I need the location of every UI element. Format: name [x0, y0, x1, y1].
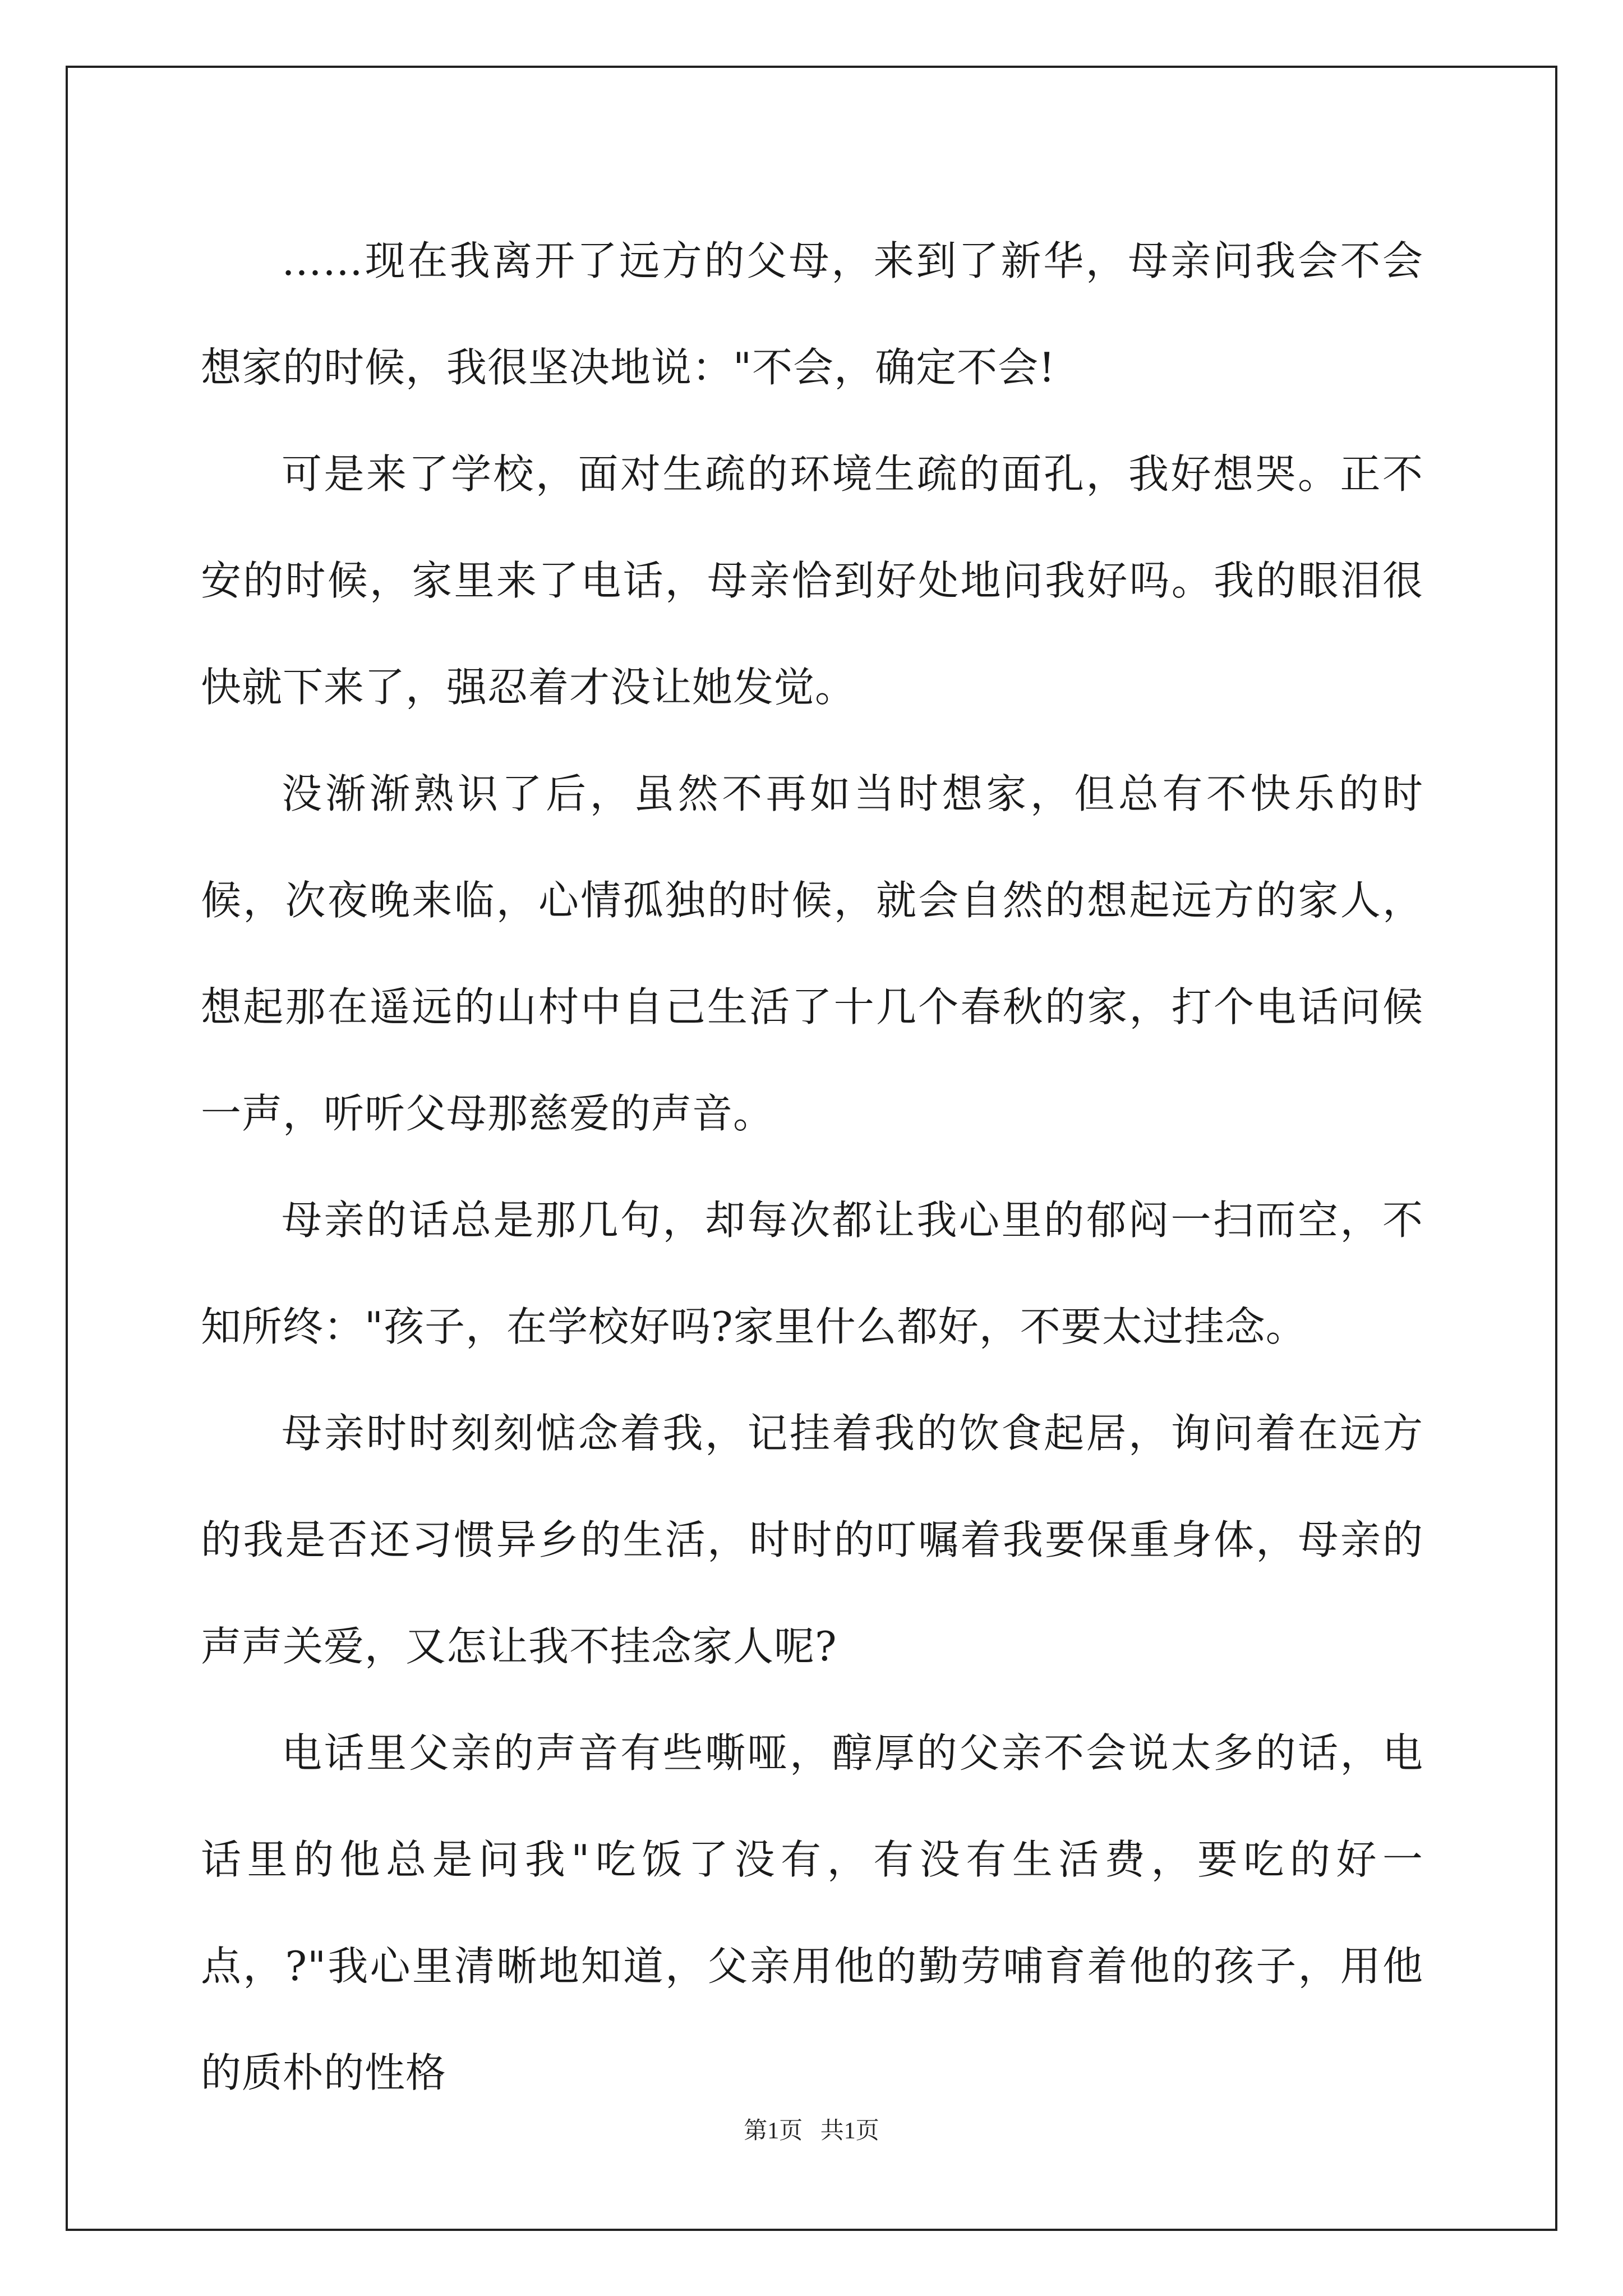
- paragraph: 没渐渐熟识了后，虽然不再如当时想家，但总有不快乐的时候，次夜晚来临，心情孤独的时候，就会自然的想起远方的家人，想起那在遥远的山村中自己生活了十几个春秋的家，打个电话问候一声，听听父母那慈爱的声音。: [201, 770, 1423, 1137]
- page-number-footer: 第1页 共1页: [744, 2118, 879, 2144]
- document-body: [201, 208, 1423, 2126]
- paragraph: 电话里父亲的声音有些嘶哑，醇厚的父亲不会说太多的话，电话里的他总是问我"吃饭了没有，有没有生活费，要吃的好一点，?"我心里清晰地知道，父亲用他的勤劳哺育着他的孩子，用他的质朴的性格: [201, 1729, 1423, 2096]
- paragraph: 母亲时时刻刻惦念着我，记挂着我的饮食起居，询问着在远方的我是否还习惯异乡的生活，时时的叮嘱着我要保重身体，母亲的声声关爱，又怎让我不挂念家人呢?: [201, 1410, 1423, 1670]
- paragraph: 母亲的话总是那几句，却每次都让我心里的郁闷一扫而空，不知所终："孩子，在学校好吗?家里什么都好，不要太过挂念。: [201, 1197, 1423, 1350]
- paragraph: 可是来了学校，面对生疏的环境生疏的面孔，我好想哭。正不安的时候，家里来了电话，母亲恰到好处地问我好吗。我的眼泪很快就下来了，强忍着才没让她发觉。: [201, 450, 1423, 711]
- paragraph: ……现在我离开了远方的父母，来到了新华，母亲问我会不会想家的时候，我很坚决地说："不会，确定不会!: [201, 237, 1423, 391]
